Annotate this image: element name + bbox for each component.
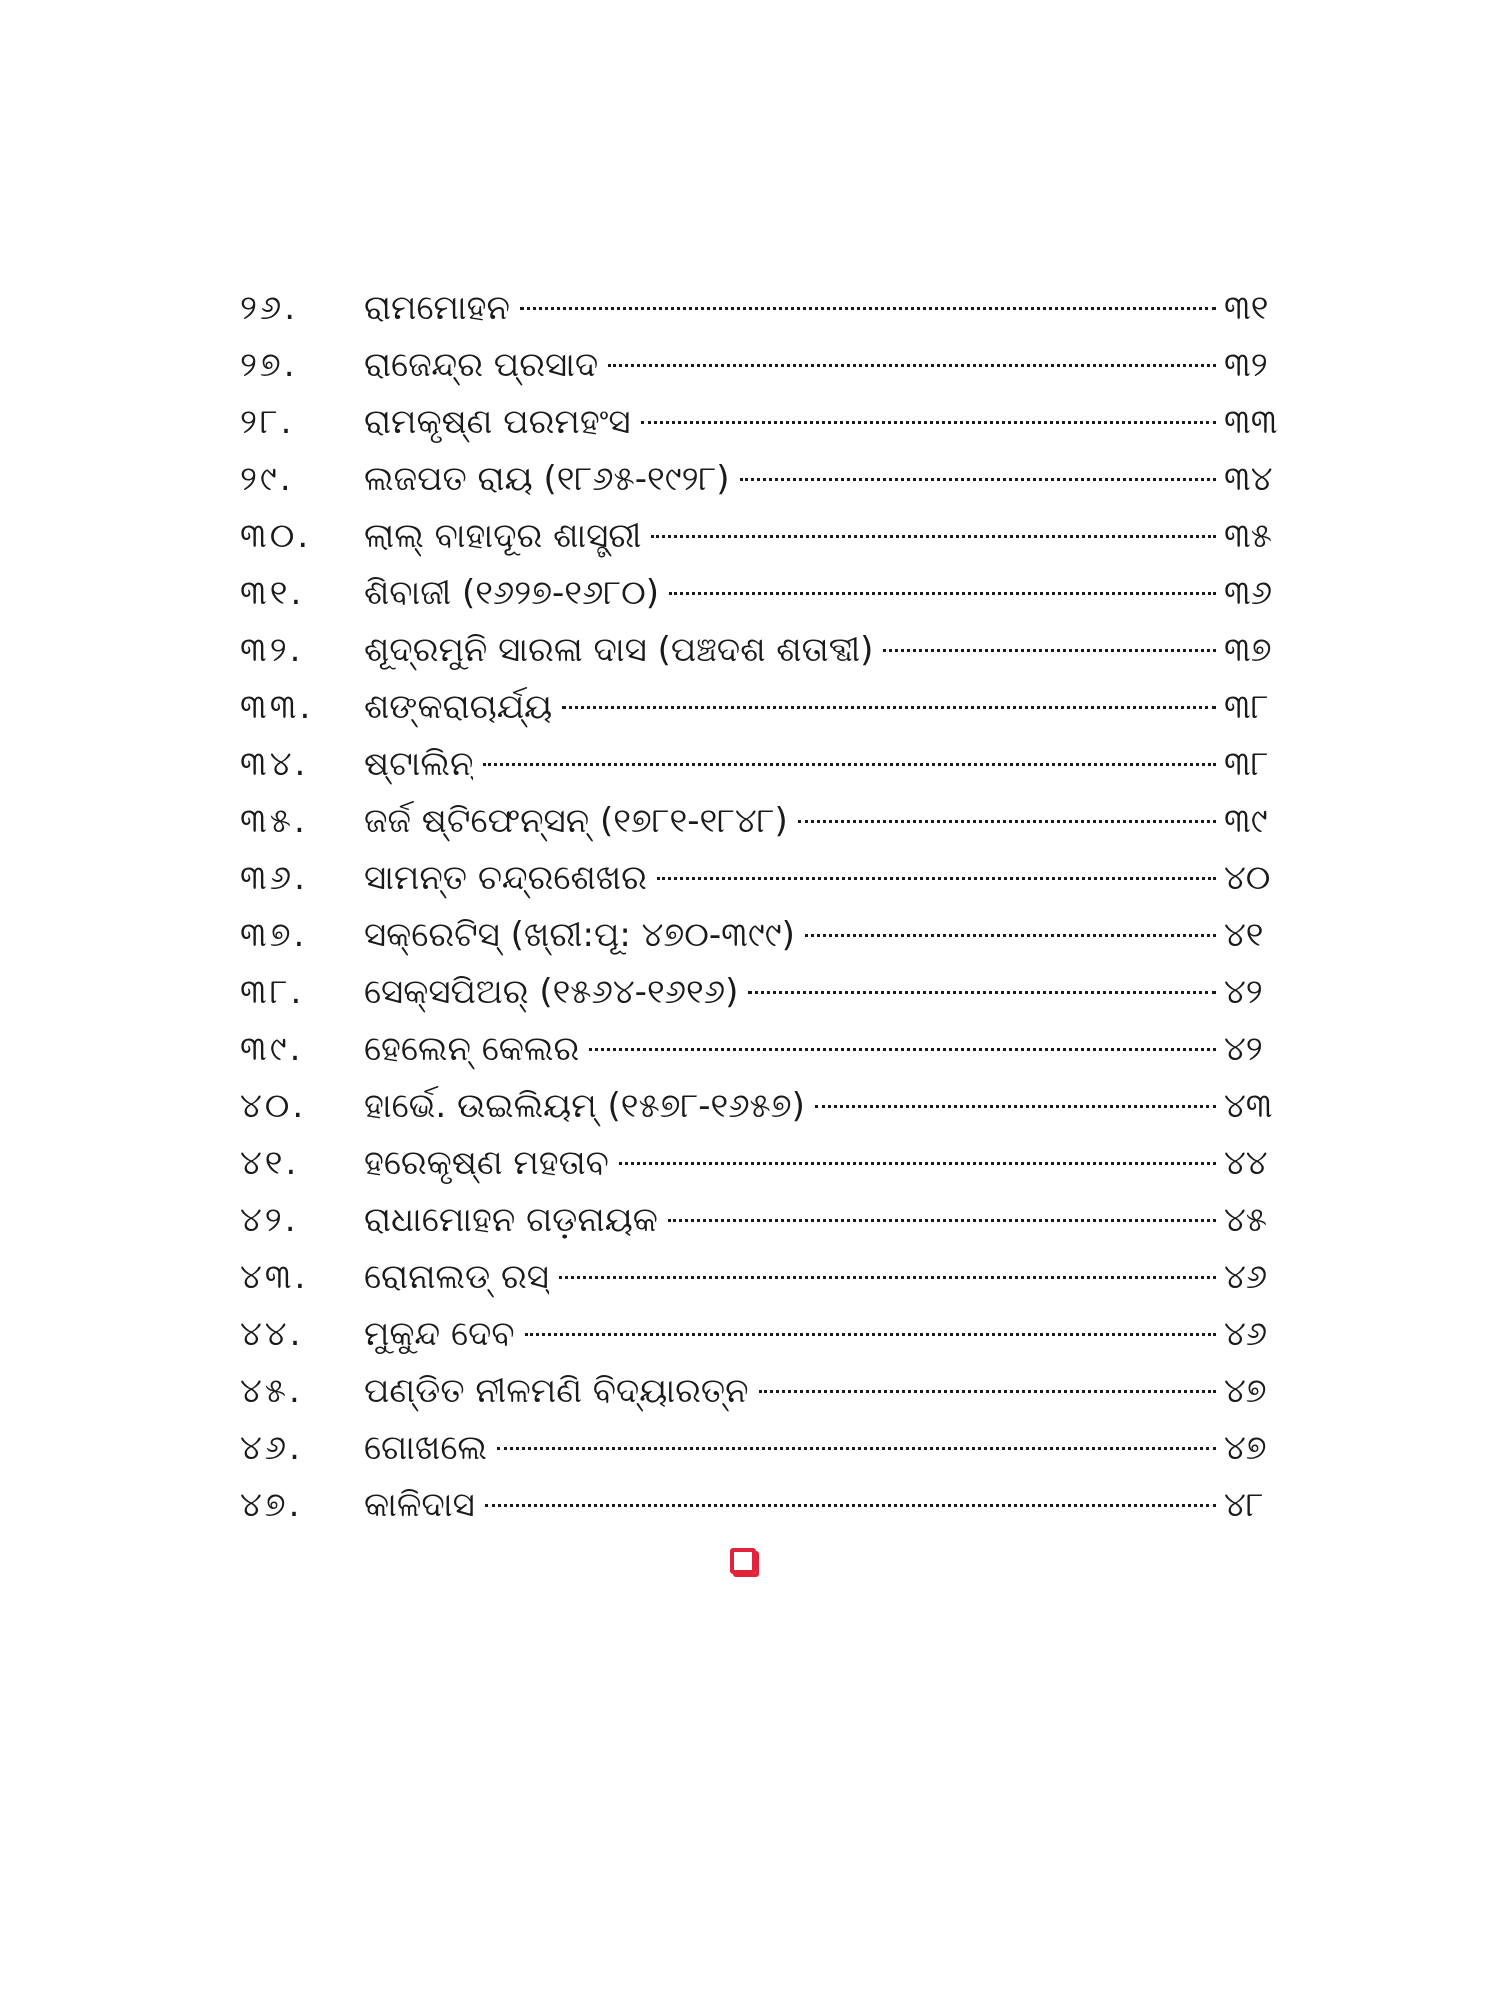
toc-entry-page: ୪୪ xyxy=(1224,1143,1268,1183)
toc-entry-page: ୪୧ xyxy=(1224,915,1264,955)
dot-leader xyxy=(559,1276,1216,1279)
toc-entry-page: ୪୬ xyxy=(1224,1314,1268,1354)
toc-entry-title: ମୁକୁନ୍ଦ ଦେବ xyxy=(364,1314,515,1354)
table-of-contents xyxy=(240,280,1280,1534)
end-square-icon xyxy=(730,1548,756,1574)
toc-entry-title: ଗୋଖଲେ xyxy=(364,1428,487,1468)
toc-entry xyxy=(240,1135,1280,1192)
toc-entry-number: ୪୧. xyxy=(240,1143,300,1183)
dot-leader xyxy=(497,1447,1216,1450)
toc-entry-page: ୩୮ xyxy=(1224,744,1269,784)
toc-entry-number: ୨୭. xyxy=(240,345,298,385)
toc-entry-title: ଲଜପତ ରାୟ (୧୮୬୫-୧୯୨୮) xyxy=(364,459,730,499)
toc-entry-title: ସେକ୍‌ସପିଅର୍ (୧୫୬୪-୧୬୧୬) xyxy=(364,972,739,1012)
toc-entry-title: ପଣ୍ଡିତ ନୀଳମଣି ବିଦ୍ୟାରତ୍ନ xyxy=(364,1371,749,1411)
toc-entry-number: ୪୪. xyxy=(240,1314,304,1354)
toc-entry xyxy=(240,280,1280,337)
toc-entry-page: ୩୯ xyxy=(1224,801,1268,841)
toc-entry xyxy=(240,622,1280,679)
toc-entry-page: ୪୨ xyxy=(1224,1029,1263,1069)
toc-entry xyxy=(240,1477,1280,1534)
toc-entry-page: ୪୬ xyxy=(1224,1257,1268,1297)
toc-entry-number: ୪୬. xyxy=(240,1428,303,1468)
toc-entry xyxy=(240,907,1280,964)
toc-entry-number: ୩୦. xyxy=(240,516,312,556)
toc-entry xyxy=(240,337,1280,394)
toc-entry-number: ୩୨. xyxy=(240,630,304,670)
toc-entry xyxy=(240,793,1280,850)
toc-entry-title: ସକ୍ରେଟିସ୍ (ଖ୍ରୀ:ପୂ: ୪୭୦-୩୯୯) xyxy=(364,915,795,955)
toc-entry xyxy=(240,736,1280,793)
toc-entry xyxy=(240,679,1280,736)
toc-entry-number: ୪୭. xyxy=(240,1485,303,1525)
toc-entry xyxy=(240,1363,1280,1420)
dot-leader xyxy=(485,1504,1216,1507)
toc-entry xyxy=(240,565,1280,622)
toc-entry-number: ୩୧. xyxy=(240,573,305,613)
toc-entry xyxy=(240,1306,1280,1363)
dot-leader xyxy=(748,991,1216,994)
toc-entry-page: ୪୮ xyxy=(1224,1485,1264,1525)
toc-entry xyxy=(240,1192,1280,1249)
dot-leader xyxy=(798,820,1216,823)
dot-leader xyxy=(562,706,1216,709)
toc-entry-title: ଶୂଦ୍ରମୁନି ସାରଳା ଦାସ (ପଞ୍ଚଦଶ ଶତାବ୍ଦୀ) xyxy=(364,630,874,670)
toc-entry-title: ହରେକୃଷ୍ଣ ମହତାବ xyxy=(364,1143,609,1183)
toc-entry xyxy=(240,1021,1280,1078)
toc-entry-page: ୩୮ xyxy=(1224,687,1269,727)
dot-leader xyxy=(883,649,1216,652)
toc-entry-title: ଜର୍ଜ ଷ୍ଟିଫେନ୍‌ସନ୍ (୧୭୮୧-୧୮୪୮) xyxy=(364,801,788,841)
toc-entry-number: ୩୪. xyxy=(240,744,309,784)
toc-entry-page: ୪୭ xyxy=(1224,1428,1267,1468)
toc-entry-number: ୪୫. xyxy=(240,1371,303,1411)
toc-entry-number: ୩୫. xyxy=(240,801,308,841)
dot-leader xyxy=(740,478,1216,481)
toc-entry-number: ୪୨. xyxy=(240,1200,299,1240)
toc-entry-number: ୨୯. xyxy=(240,459,294,499)
toc-entry-page: ୪୭ xyxy=(1224,1371,1267,1411)
toc-entry xyxy=(240,394,1280,451)
toc-entry xyxy=(240,508,1280,565)
dot-leader xyxy=(651,535,1216,538)
toc-entry-page: ୩୩ xyxy=(1224,402,1278,442)
toc-entry-page: ୩୬ xyxy=(1224,573,1273,613)
toc-entry-title: ଶଙ୍କରାଚାର୍ଯ୍ୟ xyxy=(364,687,553,727)
dot-leader xyxy=(483,763,1216,766)
dot-leader xyxy=(669,592,1216,595)
toc-entry xyxy=(240,1420,1280,1477)
toc-entry-page: ୩୧ xyxy=(1224,288,1269,328)
toc-entry-number: ୨୮. xyxy=(240,402,295,442)
toc-entry-number: ୪୩. xyxy=(240,1257,309,1297)
dot-leader xyxy=(759,1390,1216,1393)
toc-entry-number: ୩୯. xyxy=(240,1029,304,1069)
toc-entry-title: କାଳିଦାସ xyxy=(364,1485,475,1525)
toc-entry-number: ୩୮. xyxy=(240,972,305,1012)
dot-leader xyxy=(619,1162,1216,1165)
toc-entry xyxy=(240,850,1280,907)
toc-entry-number: ୨୬. xyxy=(240,288,299,328)
toc-entry-number: ୪୦. xyxy=(240,1086,307,1126)
toc-entry-title: ଲାଲ୍ ବାହାଦୂର ଶାସ୍ତ୍ରୀ xyxy=(364,516,642,556)
dot-leader xyxy=(520,307,1216,310)
toc-entry-title: ରାଧାମୋହନ ଗଡ଼ନାୟକ xyxy=(364,1200,658,1240)
dot-leader xyxy=(668,1219,1216,1222)
toc-entry-number: ୩୭. xyxy=(240,915,308,955)
toc-entry xyxy=(240,1249,1280,1306)
dot-leader xyxy=(657,877,1216,880)
toc-entry-title: ରୋନାଲଡ୍ ରସ୍ xyxy=(364,1257,549,1297)
dot-leader xyxy=(525,1333,1216,1336)
toc-entry-title: ହେଲେନ୍ କେଲର xyxy=(364,1029,580,1069)
toc-entry-page: ୪୨ xyxy=(1224,972,1263,1012)
dot-leader xyxy=(608,364,1216,367)
toc-entry-title: ସାମନ୍ତ ଚନ୍ଦ୍ରଶେଖର xyxy=(364,858,647,898)
dot-leader xyxy=(815,1105,1216,1108)
dot-leader xyxy=(805,934,1216,937)
toc-entry-number: ୩୬. xyxy=(240,858,308,898)
toc-entry-page: ୪୦ xyxy=(1224,858,1271,898)
toc-entry-title: ହାର୍ଭେ. ଉଇଲିୟମ୍ (୧୫୭୮-୧୬୫୭) xyxy=(364,1086,805,1126)
toc-entry-page: ୩୪ xyxy=(1224,459,1273,499)
toc-entry xyxy=(240,964,1280,1021)
toc-entry-title: ରାଜେନ୍ଦ୍ର ପ୍ରସାଦ xyxy=(364,345,599,385)
dot-leader xyxy=(589,1048,1216,1051)
toc-entry xyxy=(240,451,1280,508)
toc-entry-page: ୪୩ xyxy=(1224,1086,1273,1126)
toc-entry-number: ୩୩. xyxy=(240,687,314,727)
toc-entry-page: ୩୫ xyxy=(1224,516,1272,556)
toc-entry-title: ଶିବାଜୀ (୧୬୨୭-୧୬୮୦) xyxy=(364,573,659,613)
dot-leader xyxy=(641,421,1216,424)
toc-entry-title: ରାମକୃଷ୍ଣ ପରମହଂସ xyxy=(364,402,631,442)
toc-entry-title: ଷ୍ଟାଲିନ୍ xyxy=(364,744,474,784)
toc-entry-title: ରାମମୋହନ xyxy=(364,288,510,328)
toc-entry xyxy=(240,1078,1280,1135)
toc-entry-page: ୪୫ xyxy=(1224,1200,1268,1240)
toc-entry-page: ୩୭ xyxy=(1224,630,1272,670)
toc-entry-page: ୩୨ xyxy=(1224,345,1268,385)
